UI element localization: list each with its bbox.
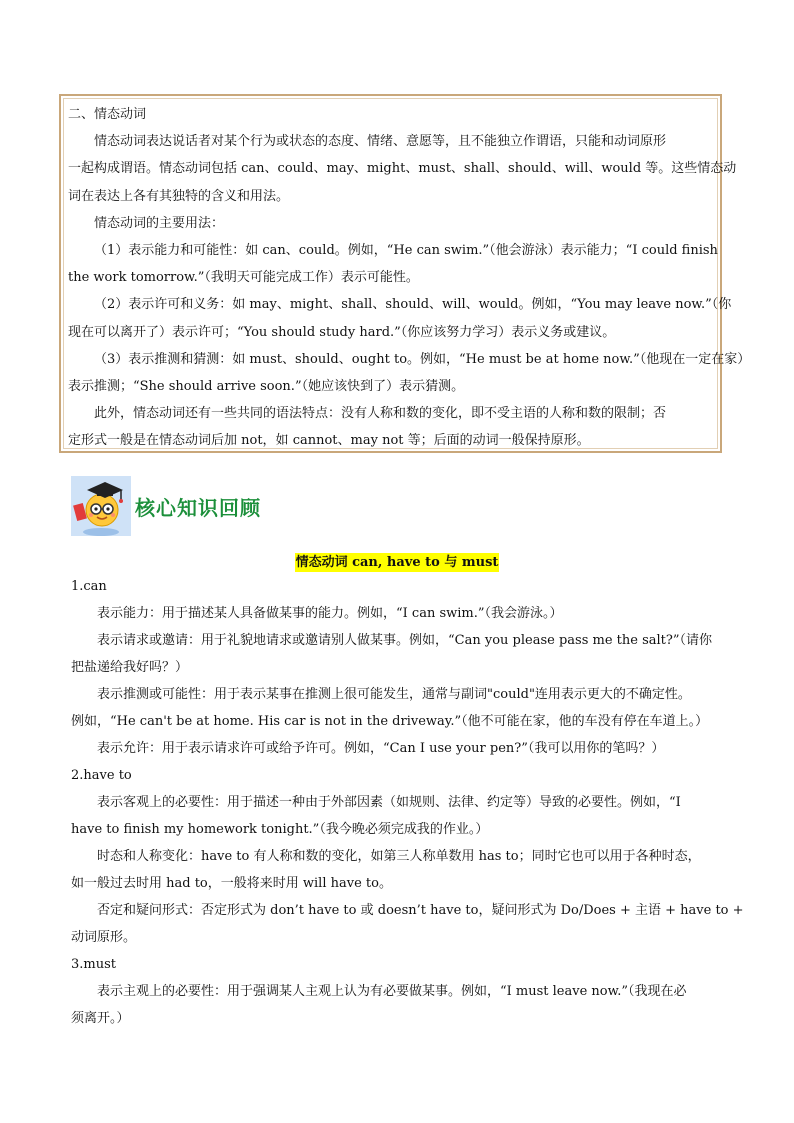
box-text-line: 一起构成谓语。情态动词包括 can、could、may、might、must、shall、should、will、would 等。这些情态动 bbox=[68, 161, 737, 177]
section-title: 核心知识回顾 bbox=[135, 496, 261, 520]
body-text-line: 须离开。） bbox=[71, 1011, 130, 1026]
body-text-line: 把盐递给我好吗？） bbox=[71, 660, 189, 675]
subtitle: 情态动词 can, have to 与 must bbox=[295, 555, 499, 570]
box-text-line: 情态动词的主要用法： bbox=[94, 215, 225, 231]
body-text-line: 表示推测或可能性：用于表示某事在推测上很可能发生，通常与副词"could"连用表示更大的不确定性。 bbox=[97, 687, 691, 702]
box-text-line: 词在表达上各有其独特的含义和用法。 bbox=[68, 188, 290, 204]
body-text-line: 表示能力：用于描述某人具备做某事的能力。例如，“I can swim.”（我会游泳。） bbox=[97, 606, 563, 621]
body-text-line: 1.can bbox=[71, 579, 107, 594]
body-text-line: 2.have to bbox=[71, 768, 132, 783]
body-text-line: 表示客观上的必要性：用于描述一种由于外部因素（如规则、法律、约定等）导致的必要性。例如，“I bbox=[97, 795, 681, 810]
body-text-line: 表示允许：用于表示请求许可或给予许可。例如，“Can I use your pen?”（我可以用你的笔吗？） bbox=[97, 741, 665, 756]
box-text-line: 定形式一般是在情态动词后加 not，如 cannot、may not 等；后面的动词一般保持原形。 bbox=[68, 433, 590, 449]
body-text-line: 例如，“He can't be at home. His car is not in the driveway.”（他不可能在家，他的车没有停在车道上。） bbox=[71, 714, 709, 729]
box-text-line: 二、情态动词 bbox=[68, 107, 147, 122]
box-text-line: （2）表示许可和义务：如 may、might、shall、should、will、would。例如，“You may leave now.”（你 bbox=[94, 297, 732, 313]
box-text-line: （3）表示推测和猜测：如 must、should、ought to。例如，“He must be at home now.”（他现在一定在家） bbox=[94, 351, 751, 367]
body-text-line: 表示主观上的必要性：用于强调某人主观上认为有必要做某事。例如，“I must leave now.”（我现在必 bbox=[97, 984, 687, 999]
body-text-line: 3.must bbox=[71, 957, 116, 972]
body-text bbox=[71, 573, 744, 1032]
section-header bbox=[71, 476, 371, 538]
body-text-line: 否定和疑问形式：否定形式为 don’t have to 或 doesn’t have to，疑问形式为 Do/Does + 主语 + have to + bbox=[97, 903, 744, 918]
box-text-line: 此外，情态动词还有一些共同的语法特点：没有人称和数的变化，即不受主语的人称和数的限制；否 bbox=[94, 406, 667, 422]
body-text-line: have to finish my homework tonight.”（我今晚必须完成我的作业。） bbox=[71, 822, 489, 837]
scholar-mascot-icon bbox=[71, 476, 131, 536]
body-text-line: 如一般过去时用 had to，一般将来时用 will have to。 bbox=[71, 876, 392, 891]
body-text-line: 动词原形。 bbox=[71, 930, 137, 945]
subtitle-row bbox=[0, 551, 794, 572]
box-text-line: the work tomorrow.”（我明天可能完成工作）表示可能性。 bbox=[68, 270, 419, 286]
modal-verbs-box-content bbox=[63, 98, 751, 449]
box-text-line: 现在可以离开了）表示许可；“You should study hard.”（你应该努力学习）表示义务或建议。 bbox=[68, 324, 616, 340]
box-text-line: （1）表示能力和可能性：如 can、could。例如，“He can swim.”（他会游泳）表示能力；“I could finish bbox=[94, 243, 718, 259]
box-text-line: 情态动词表达说话者对某个行为或状态的态度、情绪、意愿等，且不能独立作谓语，只能和动词原形 bbox=[94, 134, 667, 150]
box-text-line: 表示推测；“She should arrive soon.”（她应该快到了）表示猜测。 bbox=[68, 379, 465, 395]
modal-verbs-box bbox=[59, 94, 751, 453]
body-text-line: 时态和人称变化：have to 有人称和数的变化，如第三人称单数用 has to；同时它也可以用于各种时态， bbox=[97, 849, 701, 864]
body-text-line: 表示请求或邀请：用于礼貌地请求或邀请别人做某事。例如，“Can you please pass me the salt?”（请你 bbox=[97, 633, 712, 648]
